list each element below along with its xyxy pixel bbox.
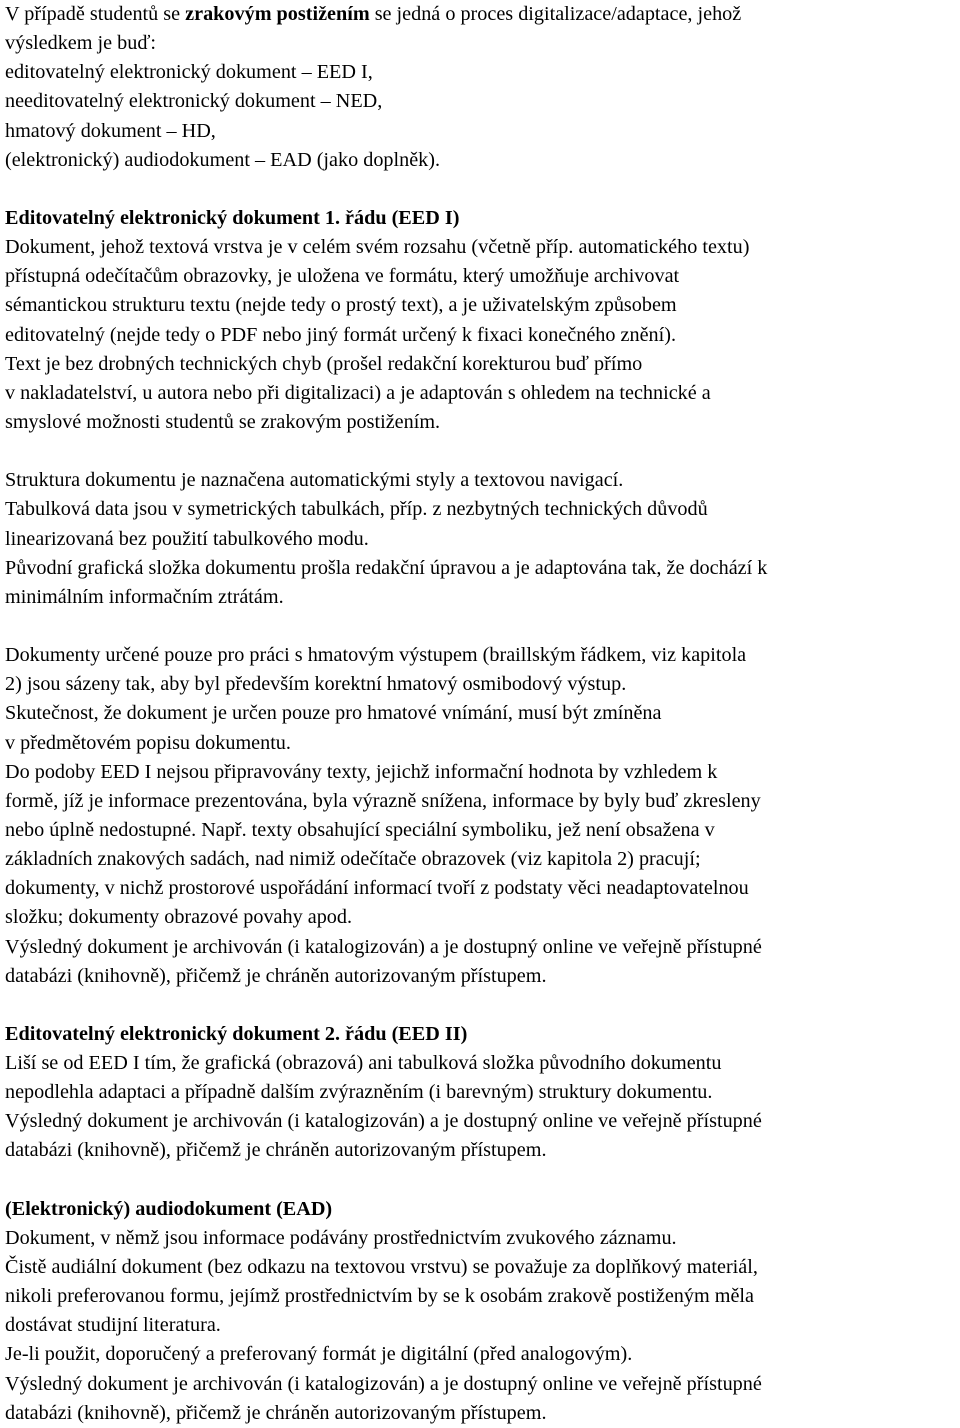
eed1-tactile-line: Skutečnost, že dokument je určen pouze pro hmatové vnímání, musí být zmíněna (5, 702, 662, 725)
eed2-line: databázi (knihovně), přičemž je chráněn autorizovaným přístupem. (5, 1139, 547, 1162)
eed1-tactile-line: nebo úplně nedostupné. Např. texty obsahující speciální symboliku, jež není obsažena v (5, 818, 715, 841)
intro-lead-before: V případě studentů se (5, 3, 186, 25)
eed1-line: smyslové možnosti studentů se zrakovým postižením. (5, 410, 441, 433)
intro-lead-after: se jedná o proces digitalizace/adaptace, jehož (369, 3, 742, 25)
eed1-tactile-line: složku; dokumenty obrazové povahy apod. (5, 906, 353, 929)
intro-line: (elektronický) audiodokument – EAD (jako doplněk). (5, 148, 441, 171)
intro-line: výsledkem je buď: (5, 32, 156, 55)
intro-lead-bold: zrakovým postižením (185, 3, 370, 25)
eed1-tactile-line: dokumenty, v nichž prostorové uspořádání informací tvoří z podstaty věci neadaptovatelnou (5, 877, 749, 900)
spacer (5, 1166, 955, 1195)
ead-line: Výsledný dokument je archivován (i katalogizován) a je dostupný online ve veřejně přístupné (5, 1372, 762, 1395)
eed1-structure-line: linearizovaná bez použití tabulkového modu. (5, 527, 369, 550)
ead-line: Dokument, v němž jsou informace podávány prostřednictvím zvukového záznamu. (5, 1226, 677, 1249)
ead-line: databázi (knihovně), přičemž je chráněn autorizovaným přístupem. (5, 1401, 547, 1424)
eed1-line: Dokument, jehož textová vrstva je v celém svém rozsahu (včetně příp. automatického textu) (5, 236, 750, 259)
ead-line: Je-li použit, doporučený a preferovaný formát je digitální (před analogovým). (5, 1343, 633, 1366)
eed1-structure-line: Původní grafická složka dokumentu prošla redakční úpravou a je adaptována tak, že dochází k (5, 556, 768, 579)
spacer (5, 991, 955, 1020)
eed1-line: editovatelný (nejde tedy o PDF nebo jiný formát určený k fixaci konečného znění). (5, 323, 677, 346)
eed1-structure-line: minimálním informačním ztrátám. (5, 585, 284, 608)
section-heading-eed1: Editovatelný elektronický dokument 1. řádu (EED I) (5, 206, 460, 229)
eed1-tactile-line: Do podoby EED I nejsou připravovány texty, jejichž informační hodnota by vzhledem k (5, 760, 718, 783)
eed2-line: nepodlehla adaptaci a případně dalším zvýrazněním (i barevným) struktury dokumentu. (5, 1081, 713, 1104)
eed1-structure-line: Struktura dokumentu je naznačena automatickými styly a textovou navigací. (5, 469, 624, 492)
section-heading-eed2: Editovatelný elektronický dokument 2. řádu (EED II) (5, 1022, 468, 1045)
section-heading-ead: (Elektronický) audiodokument (EAD) (5, 1197, 333, 1220)
intro-lead (5, 0, 955, 29)
spacer (5, 175, 955, 204)
eed1-line: Text je bez drobných technických chyb (prošel redakční korekturou buď přímo (5, 352, 643, 375)
eed1-tactile-line: formě, jíž je informace prezentována, byla výrazně snížena, informace by byly buď zkresleny (5, 789, 761, 812)
eed1-tactile-line: 2) jsou sázeny tak, aby byl především korektní hmatový osmibodový výstup. (5, 673, 627, 696)
eed1-tactile-line: v předmětovém popisu dokumentu. (5, 731, 291, 754)
ead-line: dostávat studijní literatura. (5, 1314, 221, 1337)
eed2-line: Liší se od EED I tím, že grafická (obrazová) ani tabulková složka původního dokumentu (5, 1052, 722, 1075)
ead-line: Čistě audiální dokument (bez odkazu na textovou vrstvu) se považuje za doplňkový materiál, (5, 1256, 758, 1279)
eed1-tactile-line: základních znakových sadách, nad nimiž odečítače obrazovek (viz kapitola 2) pracují; (5, 848, 701, 871)
eed1-tactile-line: Výsledný dokument je archivován (i katalogizován) a je dostupný online ve veřejně přístupné (5, 935, 762, 958)
eed1-line: v nakladatelství, u autora nebo při digitalizaci) a je adaptován s ohledem na technické a (5, 381, 711, 404)
intro-line: editovatelný elektronický dokument – EED I, (5, 61, 373, 84)
eed1-line: přístupná odečítačům obrazovky, je uložena ve formátu, který umožňuje archivovat (5, 265, 680, 288)
eed1-tactile-line: Dokumenty určené pouze pro práci s hmatovým výstupem (braillským řádkem, viz kapitola (5, 644, 747, 667)
eed2-line: Výsledný dokument je archivován (i katalogizován) a je dostupný online ve veřejně přístupné (5, 1110, 762, 1133)
spacer (5, 437, 955, 466)
document-page (5, 0, 955, 1428)
ead-line: nikoli preferovanou formu, jejímž prostřednictvím by se k osobám zrakově postiženým měla (5, 1285, 754, 1308)
spacer (5, 612, 955, 641)
eed1-tactile-line: databázi (knihovně), přičemž je chráněn autorizovaným přístupem. (5, 964, 547, 987)
intro-line: needitovatelný elektronický dokument – NED, (5, 90, 383, 113)
eed1-structure-line: Tabulková data jsou v symetrických tabulkách, příp. z nezbytných technických důvodů (5, 498, 708, 521)
eed1-line: sémantickou strukturu textu (nejde tedy o prostý text), a je uživatelským způsobem (5, 294, 677, 317)
intro-line: hmatový dokument – HD, (5, 119, 216, 142)
